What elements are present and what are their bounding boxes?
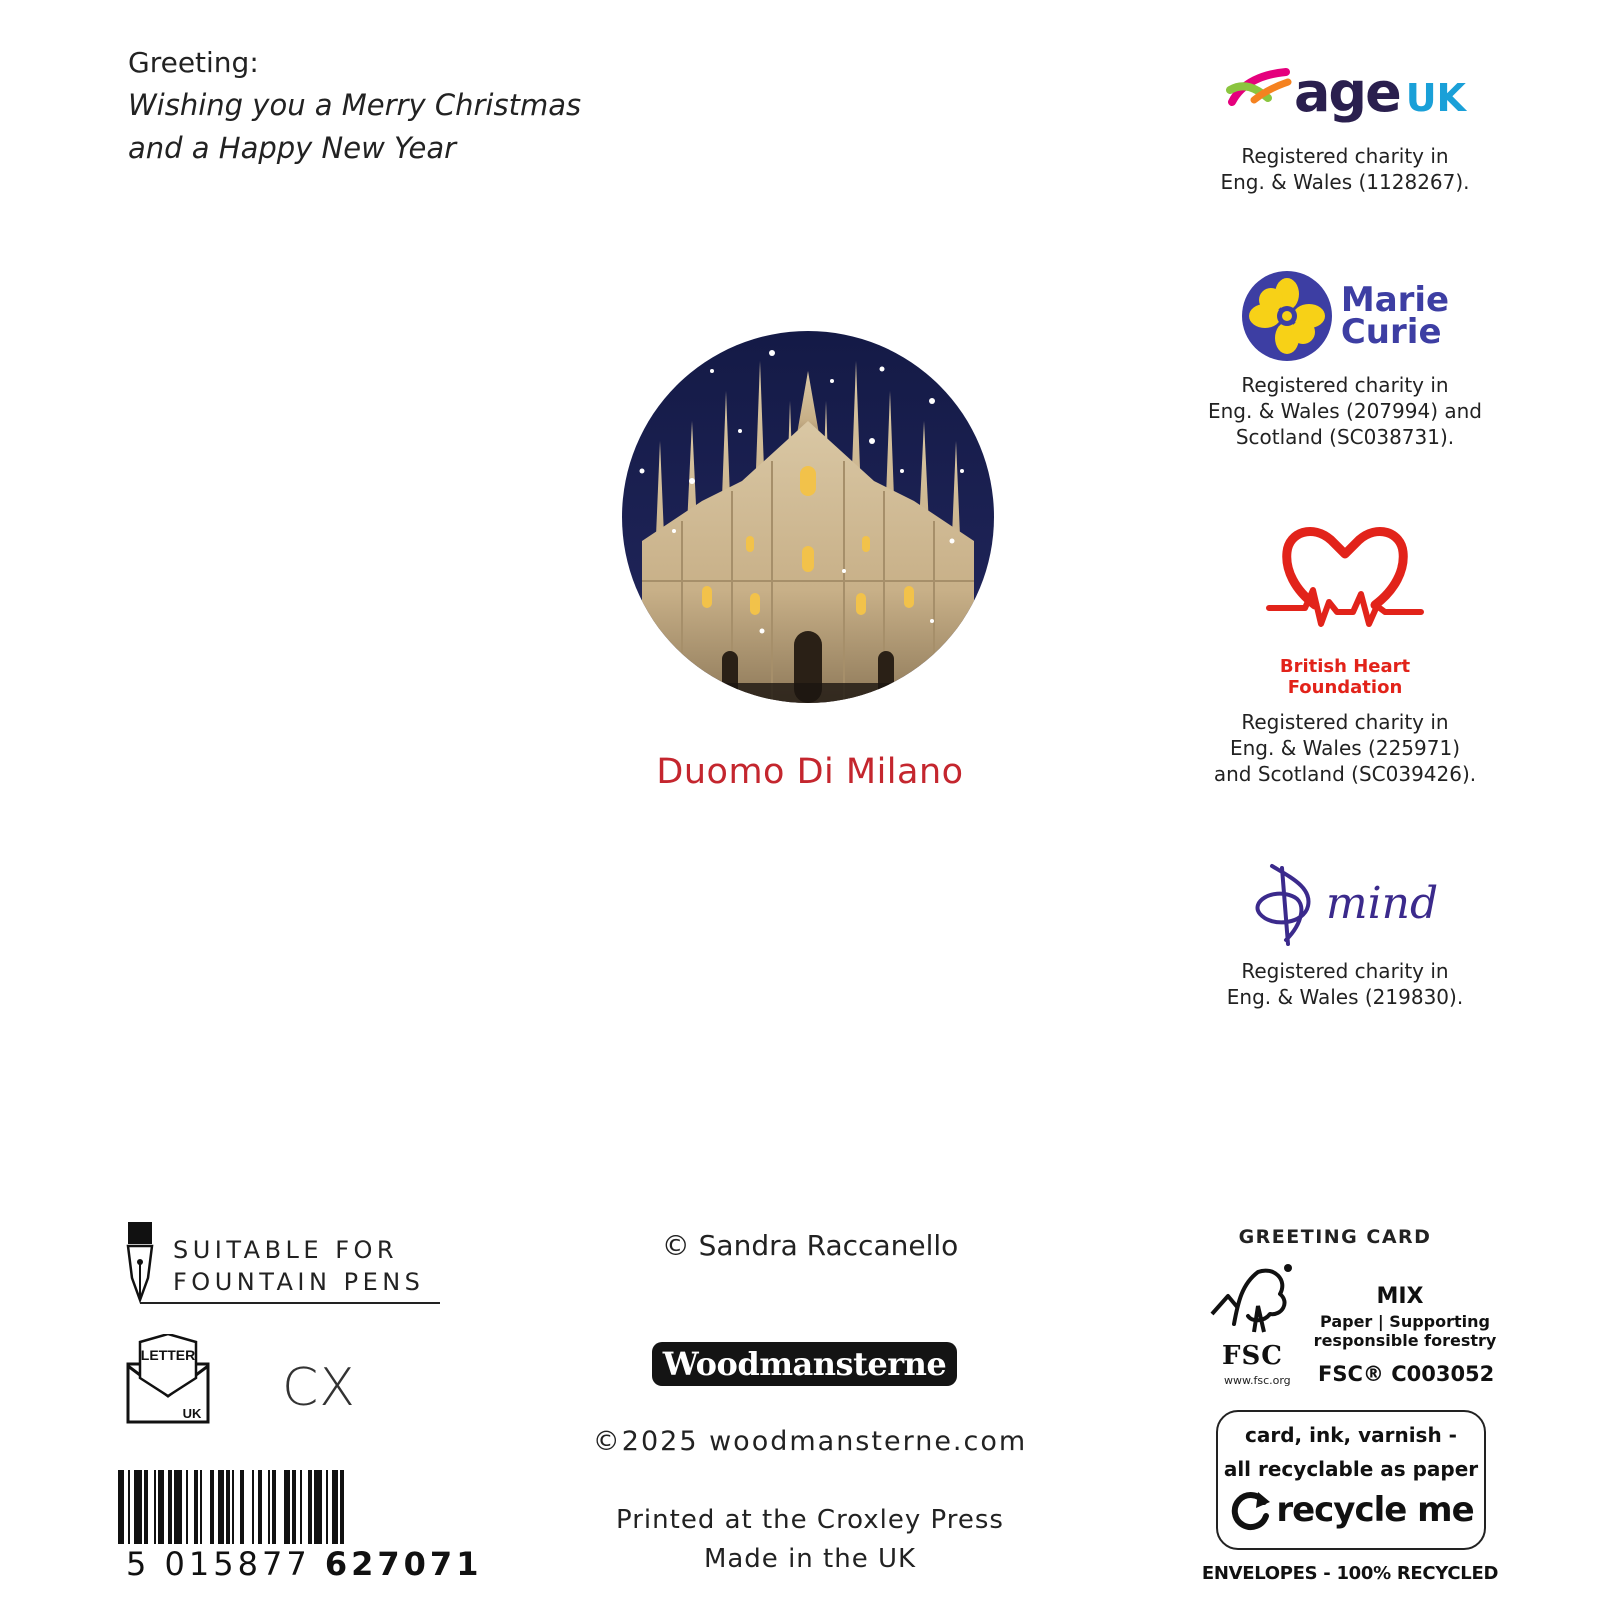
marie-curie-word-2: Curie bbox=[1340, 312, 1442, 352]
letter-label: LETTER bbox=[140, 1347, 196, 1363]
barcode bbox=[118, 1470, 454, 1548]
envelopes-notice: ENVELOPES - 100% RECYCLED bbox=[1201, 1563, 1499, 1584]
fsc-desc-line-1: Paper | Supporting bbox=[1320, 1312, 1490, 1331]
fountain-pen-text-1: SUITABLE FOR bbox=[173, 1236, 399, 1264]
fountain-pen-divider bbox=[140, 1302, 440, 1304]
fsc-description bbox=[1310, 1312, 1500, 1350]
greeting-card-heading: GREETING CARD bbox=[1238, 1226, 1432, 1248]
fsc-mix: MIX bbox=[1376, 1284, 1424, 1309]
greeting-line-2: and a Happy New Year bbox=[128, 131, 457, 165]
marie-curie-reg-line-1: Registered charity in bbox=[1241, 373, 1449, 397]
postage-code: CX bbox=[282, 1358, 356, 1418]
age-uk-reg-line-1: Registered charity in bbox=[1241, 144, 1449, 168]
age-uk-registration bbox=[1180, 143, 1510, 195]
barcode-number bbox=[126, 1545, 482, 1583]
marie-curie-wordmark bbox=[1340, 280, 1450, 352]
barcode-number-plain: 5 015877 bbox=[126, 1545, 325, 1583]
marie-curie-logo bbox=[1180, 270, 1510, 362]
fountain-pen-icon bbox=[126, 1222, 160, 1310]
marie-curie-word-1: Marie bbox=[1340, 280, 1450, 320]
greeting-line-1: Wishing you a Merry Christmas bbox=[128, 88, 582, 122]
bhf-name-line-1: British Heart bbox=[1279, 656, 1411, 677]
age-uk-logo bbox=[1180, 42, 1510, 142]
age-uk-suffix: UK bbox=[1405, 76, 1467, 120]
bhf-registration bbox=[1180, 709, 1510, 787]
artist-credit: © Sandra Raccanello bbox=[661, 1229, 959, 1262]
bhf-reg-line-1: Registered charity in bbox=[1241, 710, 1449, 734]
fsc-url: www.fsc.org bbox=[1224, 1374, 1291, 1387]
recycle-badge bbox=[1216, 1410, 1486, 1550]
age-uk-reg-line-2: Eng. & Wales (1128267). bbox=[1220, 170, 1470, 194]
recycle-line-2: all recyclable as paper bbox=[1223, 1457, 1479, 1481]
daffodil-icon bbox=[1241, 270, 1333, 362]
recycle-me-logo bbox=[1218, 1488, 1484, 1532]
bhf-reg-line-2: Eng. & Wales (225971) bbox=[1229, 736, 1461, 760]
made-in: Made in the UK bbox=[703, 1544, 917, 1574]
fsc-license-code: FSC® C003052 bbox=[1318, 1362, 1495, 1386]
printed-at: Printed at the Croxley Press bbox=[616, 1505, 1004, 1535]
greeting-label: Greeting: bbox=[128, 46, 259, 79]
recycle-me-wordmark: recycle me bbox=[1276, 1490, 1474, 1530]
bhf-reg-line-3: and Scotland (SC039426). bbox=[1213, 762, 1477, 786]
marie-curie-reg-line-3: Scotland (SC038731). bbox=[1235, 425, 1455, 449]
mind-registration bbox=[1180, 958, 1510, 1010]
mind-logo bbox=[1180, 858, 1510, 948]
age-uk-swirl-icon bbox=[1224, 62, 1294, 122]
woodmansterne-logo: Woodmansterne bbox=[652, 1342, 957, 1386]
fsc-tree-icon bbox=[1208, 1262, 1294, 1342]
publisher-url: ©2025 woodmansterne.com bbox=[592, 1426, 1028, 1457]
heart-pulse-icon bbox=[1265, 520, 1425, 630]
mind-reg-line-2: Eng. & Wales (219830). bbox=[1226, 985, 1464, 1009]
letter-envelope-icon bbox=[126, 1334, 210, 1430]
marie-curie-reg-line-2: Eng. & Wales (207994) and bbox=[1207, 399, 1482, 423]
mind-wordmark: mind bbox=[1325, 877, 1439, 929]
mind-reg-line-1: Registered charity in bbox=[1241, 959, 1449, 983]
fsc-desc-line-2: responsible forestry bbox=[1313, 1331, 1497, 1350]
recycle-arrow-icon bbox=[1228, 1488, 1272, 1532]
bhf-wordmark bbox=[1180, 656, 1510, 698]
marie-curie-registration bbox=[1180, 372, 1510, 450]
bhf-logo bbox=[1180, 520, 1510, 630]
fsc-wordmark: FSC bbox=[1222, 1341, 1283, 1371]
barcode-number-bold: 627071 bbox=[324, 1545, 483, 1583]
mind-scribble-icon bbox=[1252, 858, 1322, 948]
age-uk-wordmark: age bbox=[1293, 60, 1400, 124]
letter-uk-label: UK bbox=[182, 1406, 202, 1421]
fountain-pen-text-2: FOUNTAIN PENS bbox=[173, 1268, 425, 1296]
recycle-line-1: card, ink, varnish - bbox=[1245, 1423, 1457, 1447]
bhf-name-line-2: Foundation bbox=[1287, 677, 1403, 698]
cathedral-photo bbox=[622, 331, 994, 703]
artwork-caption: Duomo Di Milano bbox=[656, 752, 964, 792]
